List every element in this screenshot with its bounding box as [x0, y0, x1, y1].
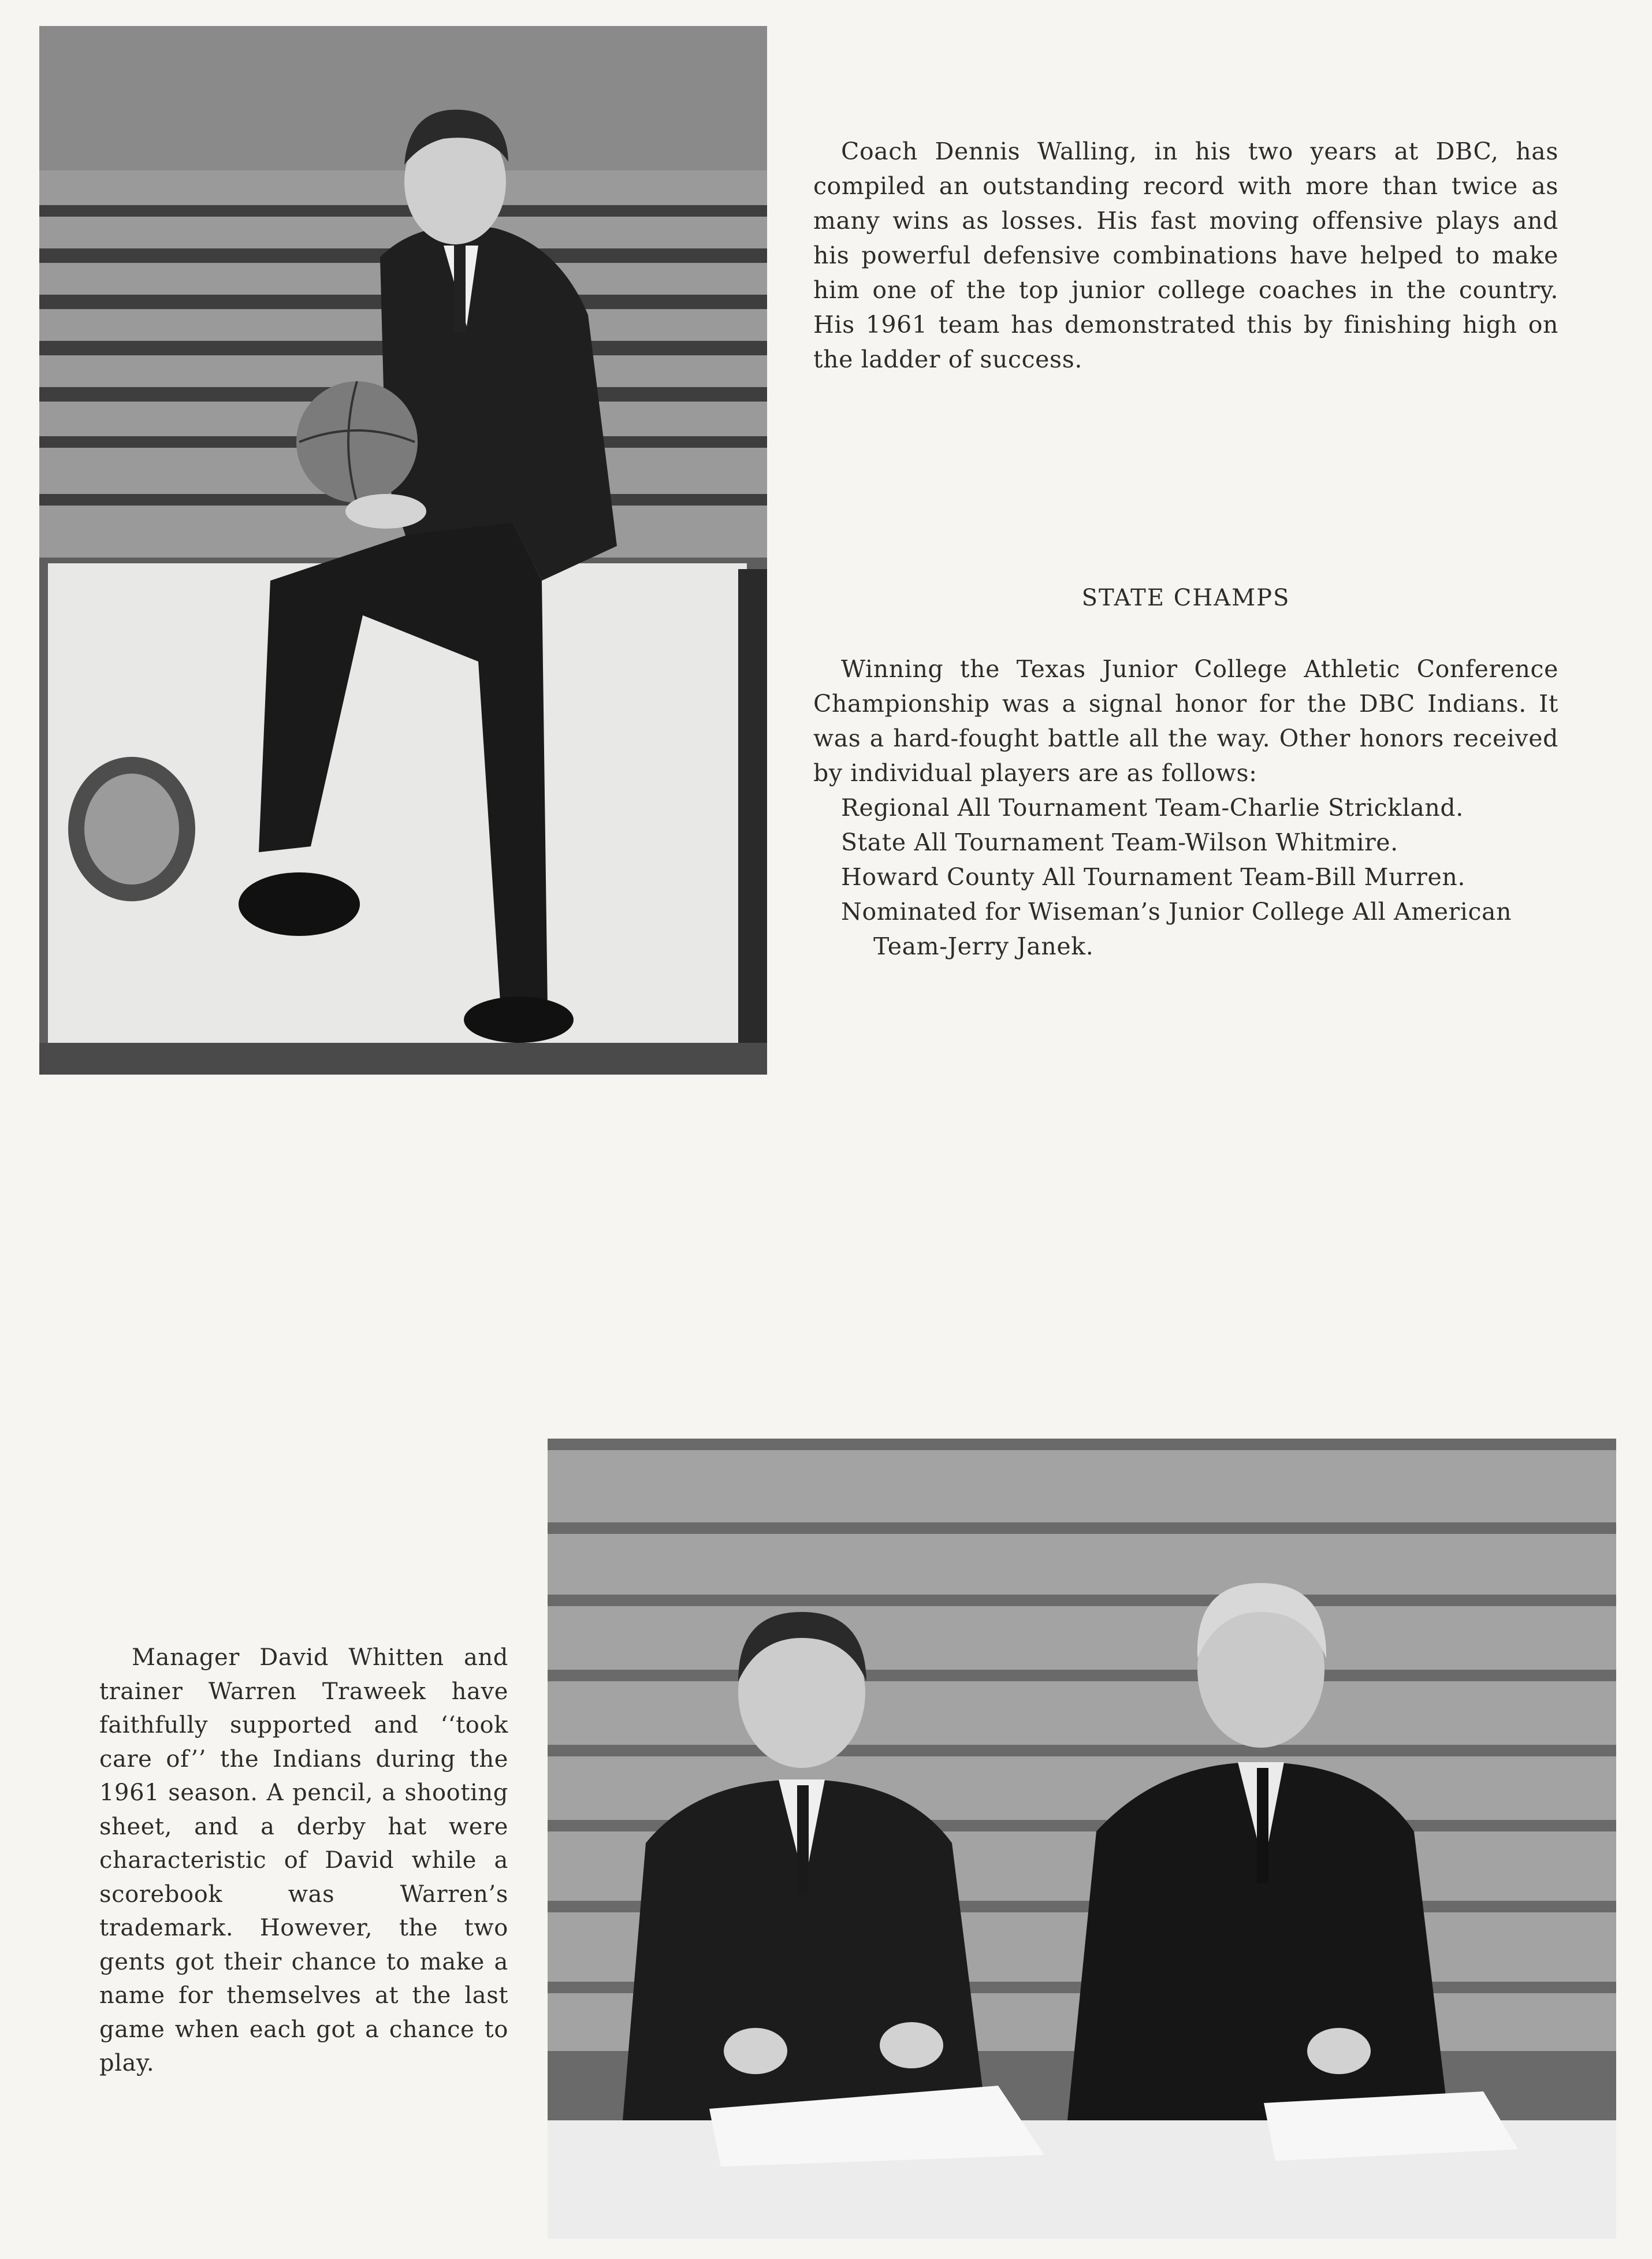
- honor-last-line1: Nominated for Wiseman’s Junior College All American: [841, 898, 1512, 926]
- coach-description: [813, 134, 1558, 377]
- honors-list: [813, 790, 1558, 964]
- honor-last-line2: Team-Jerry Janek.: [873, 932, 1094, 960]
- coach-paragraph: Coach Dennis Walling, in his two years at DBC, has compiled an outstanding record with more than twice as many wins as losses. His fast moving offensive plays and his powerful defensive combinations have helped to make him one of the top junior college coaches in the country. His 1961 team has demonstrated this by finishing high on the ladder of success.: [813, 138, 1558, 373]
- state-champs-intro: Winning the Texas Junior College Athletic Conference Championship was a signal honor for the DBC Indians. It was a hard-fought battle all the way. Other honors received by individual players are as follows:: [813, 655, 1558, 787]
- managers-description: [99, 1641, 508, 2080]
- honor-item: Howard County All Tournament Team-Bill Murren.: [841, 863, 1466, 891]
- coach-photo: [39, 26, 767, 1075]
- honor-item: State All Tournament Team-Wilson Whitmire.: [841, 828, 1398, 856]
- honor-item-last: [813, 894, 1558, 964]
- honor-item: Regional All Tournament Team-Charlie Strickland.: [841, 794, 1464, 822]
- managers-photo: [548, 1439, 1616, 2239]
- managers-paragraph: Manager David Whitten and trainer Warren Traweek have faithfully supported and ‘‘took care of’’ the Indians during the 1961 season. A pencil, a shooting sheet, and a derby hat were characteristic of David while a scorebook was Warren’s trademark. However, the two gents got their chance to make a name for themselves at the last game when each got a chance to play.: [99, 1644, 508, 2076]
- state-champs-heading: STATE CHAMPS: [1081, 585, 1290, 611]
- state-champs-section: [813, 652, 1558, 964]
